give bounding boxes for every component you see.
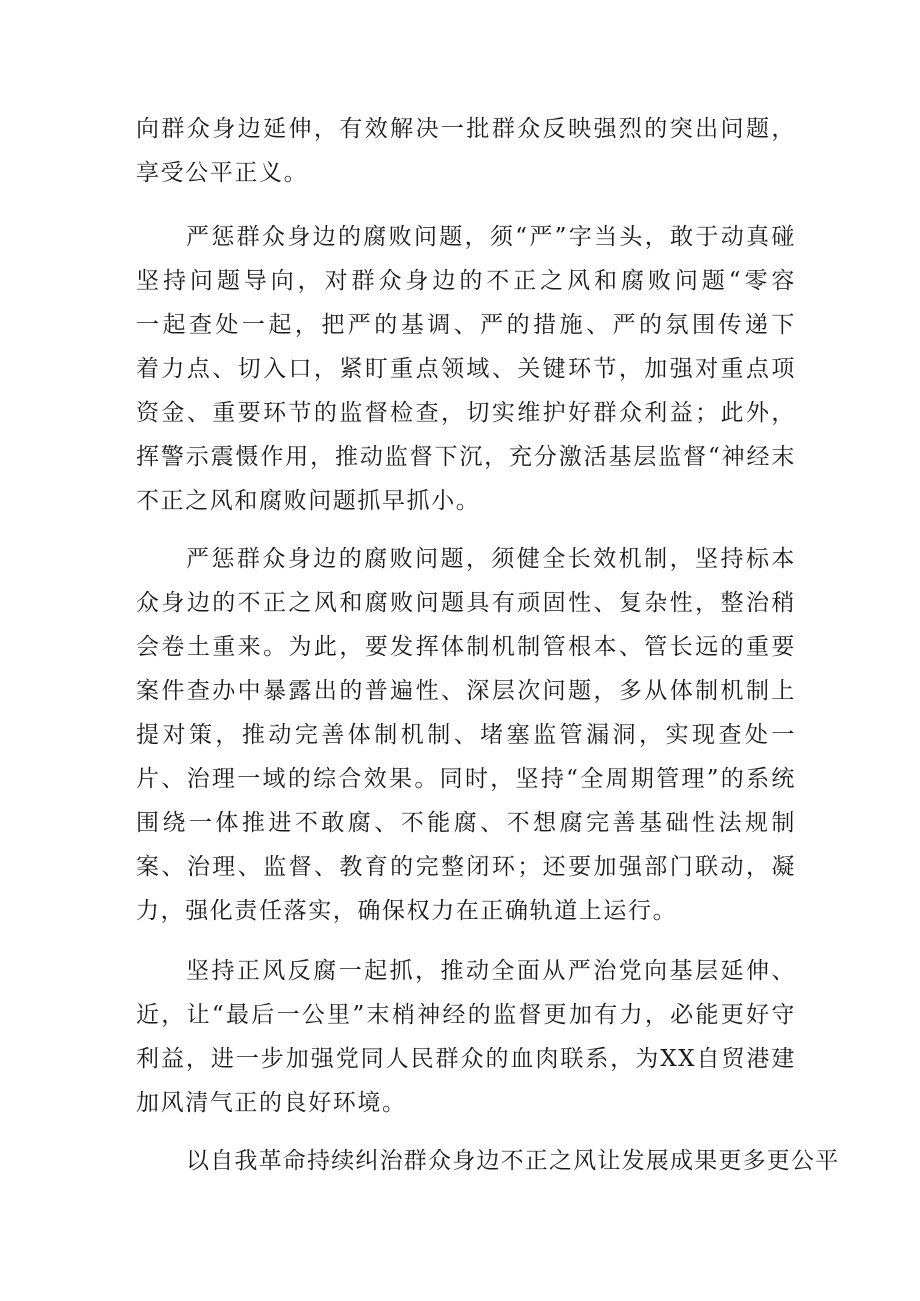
section-heading: 以自我革命持续纠治群众身边不正之风让发展成果更多更公平: [186, 1148, 840, 1174]
paragraph-2-line-6: 挥警示震慑作用，推动监督下沉，充分激活基层监督“神经末: [136, 444, 796, 470]
paragraph-4-line-2: 近，让“最后一公里”末梢神经的监督更加有力，必能更好守: [136, 1002, 796, 1028]
paragraph-2-line-2: 坚持问题导向，对群众身边的不正之风和腐败问题“零容: [136, 268, 796, 294]
paragraph-3-line-8: 案、治理、监督、教育的完整闭环；还要加强部门联动，凝: [136, 854, 796, 880]
paragraph-2-line-4: 着力点、切入口，紧盯重点领域、关键环节，加强对重点项: [136, 356, 796, 382]
paragraph-4-line-3: 利益，进一步加强党同人民群众的血肉联系，为XX自贸港建: [136, 1046, 796, 1072]
paragraph-2-line-3: 一起查处一起，把严的基调、严的措施、严的氛围传递下: [136, 312, 796, 338]
paragraph-3-line-9: 力，强化责任落实，确保权力在正确轨道上运行。: [136, 898, 678, 924]
paragraph-4-line-1: 坚持正风反腐一起抓，推动全面从严治党向基层延伸、: [186, 958, 796, 984]
paragraph-4-line-4: 加风清气正的良好环境。: [136, 1090, 407, 1116]
paragraph-1-line-1: 向群众身边延伸，有效解决一批群众反映强烈的突出问题，: [136, 116, 796, 142]
paragraph-3-line-7: 围绕一体推进不敢腐、不能腐、不想腐完善基础性法规制: [136, 810, 796, 836]
paragraph-3-line-1: 严惩群众身边的腐败问题，须健全长效机制，坚持标本: [186, 546, 796, 572]
paragraph-2-line-7: 不正之风和腐败问题抓早抓小。: [136, 488, 481, 514]
paragraph-3-line-4: 案件查办中暴露出的普遍性、深层次问题，多从体制机制上: [136, 678, 796, 704]
paragraph-2-line-1: 严惩群众身边的腐败问题，须“严”字当头，敢于动真碰: [186, 224, 796, 250]
paragraph-1-line-2: 享受公平正义。: [136, 160, 309, 186]
paragraph-3-line-3: 会卷土重来。为此，要发挥体制机制管根本、管长远的重要: [136, 634, 796, 660]
paragraph-2-line-5: 资金、重要环节的监督检查，切实维护好群众利益；此外，: [136, 400, 796, 426]
paragraph-3-line-5: 提对策，推动完善体制机制、堵塞监管漏洞，实现查处一: [136, 722, 796, 748]
paragraph-3-line-6: 片、治理一域的综合效果。同时，坚持“全周期管理”的系统: [136, 766, 796, 792]
paragraph-3-line-2: 众身边的不正之风和腐败问题具有顽固性、复杂性，整治稍: [136, 590, 796, 616]
